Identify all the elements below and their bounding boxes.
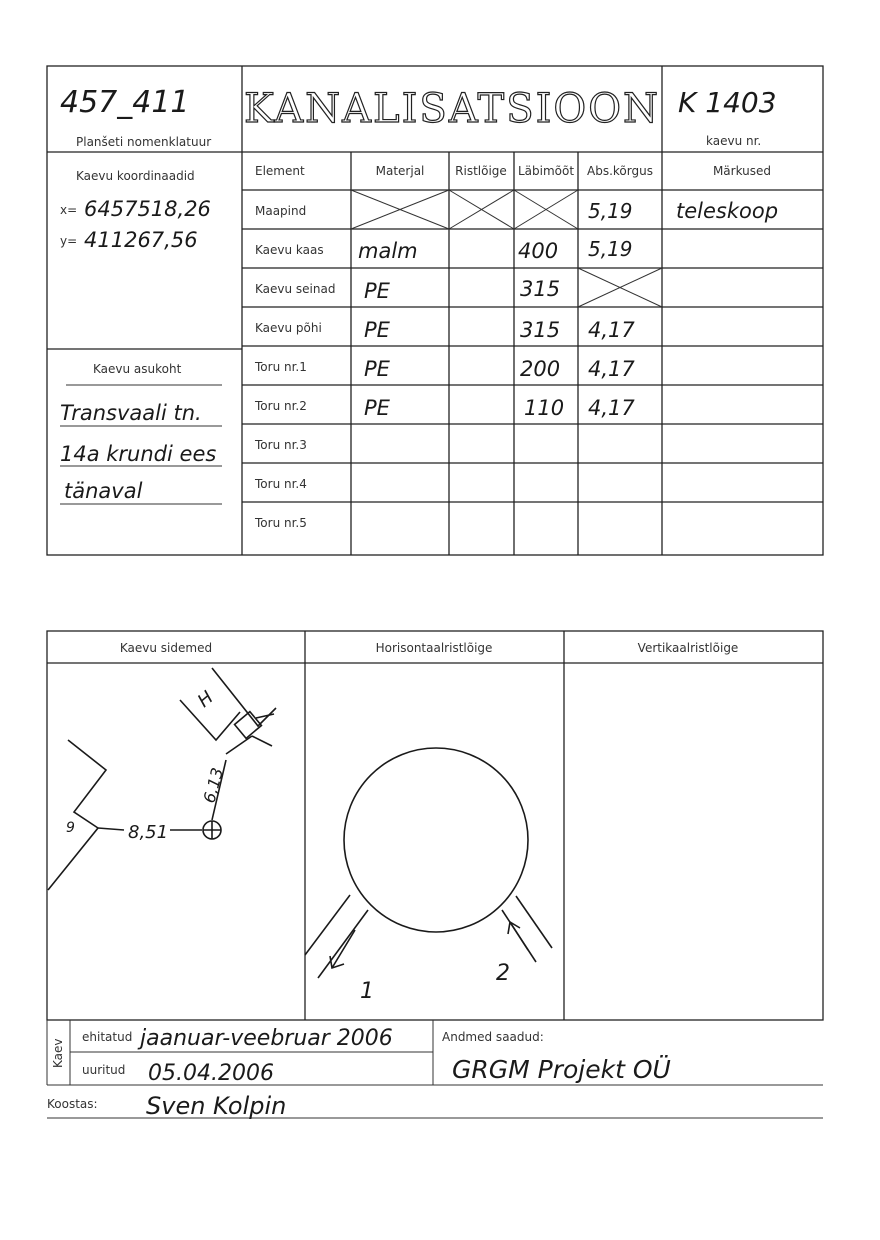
roman-mark: H [193,687,218,712]
row-element: Toru nr.1 [255,360,307,374]
location-line-3: tänaval [64,479,143,503]
x-coordinate: 6457518,26 [84,197,211,221]
row-diameter: 110 [524,396,565,420]
built-label: ehitatud [82,1030,133,1044]
row-abs-height: 5,19 [588,237,633,261]
row-diameter: 200 [520,357,561,381]
header-element: Element [255,164,305,178]
source-value: GRGM Projekt OÜ [452,1055,671,1084]
row-diameter: 315 [520,318,561,342]
row-element: Toru nr.3 [255,438,307,452]
tie-line [98,828,124,830]
row-element: Toru nr.4 [255,477,307,491]
table-row [254,477,307,491]
built-value: jaanuar-veebruar 2006 [140,1026,393,1051]
pipe1-edge-a [305,895,350,955]
source-label: Andmed saadud: [442,1030,544,1044]
form-title: KANALISATSIOON [244,86,660,132]
header-diameter: Läbimõõt [517,164,575,178]
row-material: PE [364,318,390,342]
row-material: PE [364,396,390,420]
row-note: teleskoop [676,199,779,223]
connections-sketch [48,668,276,890]
y-coordinate: 411267,56 [84,228,198,252]
row-material: malm [358,239,418,263]
pipe1-edge-b [318,910,368,978]
sketch-header-horizontal: Horisontaalristlõige [375,641,493,655]
row-element: Kaevu põhi [255,321,322,335]
header-material: Materjal [375,164,425,178]
header-notes: Märkused [712,164,772,178]
surveyed-value: 05.04.2006 [148,1061,274,1086]
row-diameter: 400 [518,239,559,263]
table-row [255,237,633,263]
pipe2-arrow [510,922,528,950]
row-element: Toru nr.2 [255,399,307,413]
side-label: Kaev [51,1038,65,1068]
table-row [254,516,307,530]
pipe2-label: 2 [496,961,510,986]
distance-label-2: 6,13 [199,765,228,806]
header-abs-height: Abs.kõrgus [587,164,653,178]
y-prefix: y= [60,234,78,248]
well-circle [344,748,528,932]
table-row [254,438,307,452]
distance-label: 8,51 [128,822,169,843]
row-element: Kaevu kaas [255,243,324,257]
author-label: Koostas: [47,1097,98,1111]
building-outline [48,740,106,890]
pipe1-label: 1 [360,979,374,1004]
location-line-2: 14a krundi ees [60,442,217,466]
x-prefix: x= [60,203,78,217]
header-cross-section: Ristlõige [455,164,507,178]
well-number-label: kaevu nr. [706,134,762,148]
pipe1-arrow [332,930,355,968]
location-label: Kaevu asukoht [93,362,182,376]
row-element: Maapind [255,204,307,218]
coordinates-label: Kaevu koordinaadid [76,169,195,183]
row-element: Kaevu seinad [255,282,336,296]
row-element: Toru nr.5 [255,516,307,530]
surveyed-label: uuritud [82,1063,126,1077]
row-abs-height: 4,17 [588,357,635,381]
location-line-1: Transvaali tn. [60,401,202,425]
well-number-value: K 1403 [678,86,777,119]
row-abs-height: 4,17 [588,396,635,420]
table-row [255,199,778,223]
row-material: PE [364,357,390,381]
sketch-header-vertical: Vertikaalristlõige [637,641,739,655]
plansheet-label: Planšeti nomenklatuur [76,135,212,149]
row-abs-height: 4,17 [588,318,635,342]
table-header-row [255,164,771,178]
author-value: Sven Kolpin [146,1092,287,1120]
row-diameter: 315 [520,277,561,301]
horizontal-section-sketch [305,748,552,1004]
sketch-header-connections: Kaevu sidemed [119,641,213,655]
row-abs-height: 5,19 [588,199,633,223]
row-material: PE [364,279,390,303]
plansheet-value: 457_411 [60,85,190,120]
building-mark: 9 [66,820,75,836]
